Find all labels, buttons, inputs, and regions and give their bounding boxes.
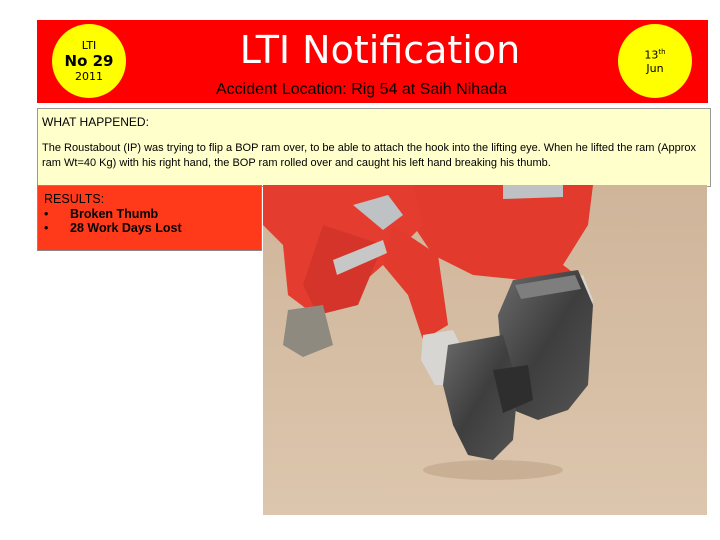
badge-lti-number: No 29: [64, 51, 114, 70]
badge-year: 2011: [75, 69, 103, 83]
results-item-text: 28 Work Days Lost: [70, 221, 182, 235]
date-day: 13: [644, 48, 659, 62]
results-heading: RESULTS:: [44, 192, 105, 206]
ram-shadow: [423, 460, 563, 480]
results-item-broken-thumb: [44, 207, 261, 222]
bullet-icon: •: [44, 221, 49, 235]
incident-photo-illustration: [263, 185, 707, 515]
what-happened-text: The Roustabout (IP) was trying to flip a BOP ram over, to be able to attach the hook into the lifting eye. When he lifted the ram (Approx ram Wt=40 Kg) with his right hand, the BOP ram rolled over and caught his left hand breaking his thumb.: [42, 142, 697, 169]
date-day-suffix: th: [658, 48, 666, 57]
date-month: Jun: [646, 61, 664, 75]
lti-number-badge: [52, 24, 126, 98]
date-badge: [618, 24, 692, 98]
badge-lti-label: LTI: [81, 38, 97, 52]
date-day-wrapper: [644, 46, 665, 62]
bullet-icon: •: [44, 206, 49, 221]
results-item-text: Broken Thumb: [70, 206, 159, 221]
results-list: [44, 207, 261, 236]
results-item-days-lost: [44, 221, 261, 236]
what-happened-heading: WHAT HAPPENED:: [42, 115, 149, 129]
accident-location: Accident Location: Rig 54 at Saih Nihada: [216, 81, 507, 98]
what-happened-box: [37, 108, 711, 187]
incident-photo: [263, 185, 707, 515]
results-box: [37, 185, 262, 251]
page-title: LTI Notification: [239, 28, 521, 72]
